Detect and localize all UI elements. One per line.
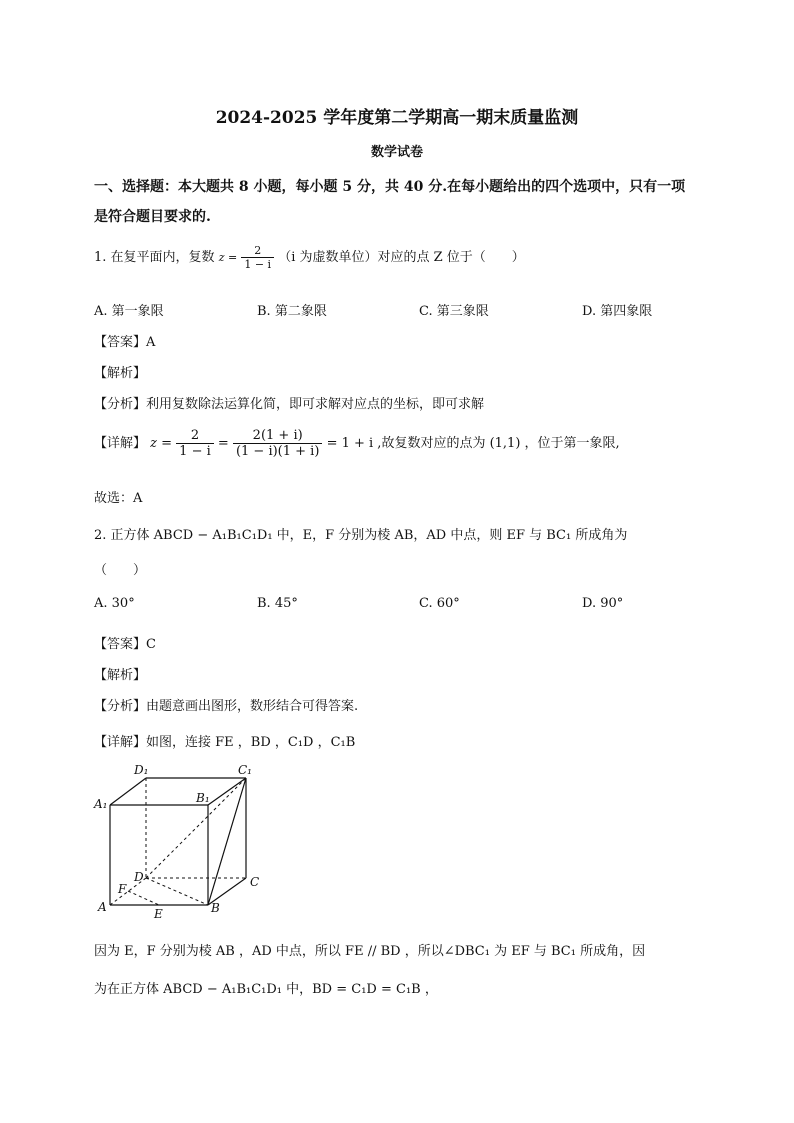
q2-option-b: B. 45° xyxy=(257,596,298,611)
q2-stem-line2: （ ） xyxy=(94,563,147,578)
q1-detail-frac2-den: (1 − i)(1 + i) xyxy=(233,443,322,459)
q1-option-c: C. 第三象限 xyxy=(419,304,489,319)
q1-option-a: A. 第一象限 xyxy=(94,304,164,319)
label-e: E xyxy=(154,907,163,921)
q1-option-b: B. 第二象限 xyxy=(257,304,327,319)
q1-fraction xyxy=(241,244,274,271)
label-b1: B₁ xyxy=(196,791,210,805)
q1-choose: 故选：A xyxy=(94,491,143,506)
q1-z-eq: z = xyxy=(218,251,238,264)
q1-stem xyxy=(94,244,525,271)
q1-detail-frac1-den: 1 − i xyxy=(176,443,214,459)
hidden-segment-fe xyxy=(128,891,159,905)
q1-analysis: 【解析】 xyxy=(94,366,147,381)
q2-stem-line1: 2. 正方体 ABCD − A₁B₁C₁D₁ 中，E，F 分别为棱 AB，AD 中点，则 EF 与 BC₁ 所成角为 xyxy=(94,528,628,543)
q1-prefix: 1. 在复平面内，复数 xyxy=(94,250,215,265)
q2-fenxi: 【分析】由题意画出图形，数形结合可得答案. xyxy=(94,699,359,714)
section-heading-line2: 是符合题目要求的. xyxy=(94,209,211,225)
q2-option-d: D. 90° xyxy=(582,596,624,611)
q2-after-line2: 为在正方体 ABCD − A₁B₁C₁D₁ 中，BD = C₁D = C₁B ， xyxy=(94,982,438,997)
paper-subtitle: 数学试卷 xyxy=(370,145,423,160)
q1-fenxi: 【分析】利用复数除法运算化简，即可求解对应点的坐标，即可求解 xyxy=(94,397,485,412)
q2-detail: 【详解】如图，连接 FE ，BD ，C₁D ，C₁B xyxy=(94,735,356,750)
label-c1: C₁ xyxy=(238,763,252,777)
label-d: D xyxy=(134,870,144,884)
hidden-segment-bd xyxy=(146,878,208,905)
label-a: A xyxy=(98,900,107,914)
q1-option-d: D. 第四象限 xyxy=(582,304,653,319)
label-d1: D₁ xyxy=(134,763,149,777)
q1-detail-frac1 xyxy=(176,428,214,459)
q2-option-c: C. 60° xyxy=(419,596,460,611)
label-a1: A₁ xyxy=(94,797,108,811)
label-b: B xyxy=(211,901,220,915)
q1-detail-result: = 1 + i ,故复数对应的点为 (1,1) ，位于第一象限, xyxy=(326,436,620,451)
q2-option-a: A. 30° xyxy=(94,596,135,611)
section-heading-line1: 一、选择题：本大题共 8 小题，每小题 5 分，共 40 分.在每小题给出的四个选项中，只有一项 xyxy=(94,179,686,195)
label-f: F xyxy=(118,882,127,896)
q1-detail-label: 【详解】 xyxy=(94,436,147,451)
q2-analysis: 【解析】 xyxy=(94,668,147,683)
q1-detail-frac2 xyxy=(233,428,322,459)
q1-frac-num: 2 xyxy=(254,244,262,257)
paper-title: 2024-2025 学年度第二学期高一期末质量监测 xyxy=(215,108,579,128)
q1-detail-z: z = xyxy=(150,436,173,451)
q1-frac-den: 1 − i xyxy=(241,257,274,271)
q1-detail-frac2-num: 2(1 + i) xyxy=(252,428,303,443)
q1-detail: 【详解】 z = $\frac{2}{1 - i}$ = $\frac{2(1 + i)}{(1 - i)(1 + i)}$ = 1 + i ,故复数对应的点为 (1,1) ，位于第一象限, xyxy=(94,428,620,459)
q2-after-line1: 因为 E，F 分别为棱 AB ，AD 中点，所以 FE // BD ，所以∠DBC₁ 为 EF 与 BC₁ 所成角，因 xyxy=(94,944,646,959)
q1-answer: 【答案】A xyxy=(94,335,156,350)
q1-detail-frac1-num: 2 xyxy=(190,428,200,443)
q2-answer: 【答案】C xyxy=(94,637,156,652)
edge-b1c1 xyxy=(208,778,246,805)
edge-a1d1 xyxy=(110,778,146,805)
label-c: C xyxy=(250,875,260,889)
cube-figure xyxy=(90,760,270,925)
q1-suffix: （i 为虚数单位）对应的点 Z 位于（ ） xyxy=(278,250,525,265)
